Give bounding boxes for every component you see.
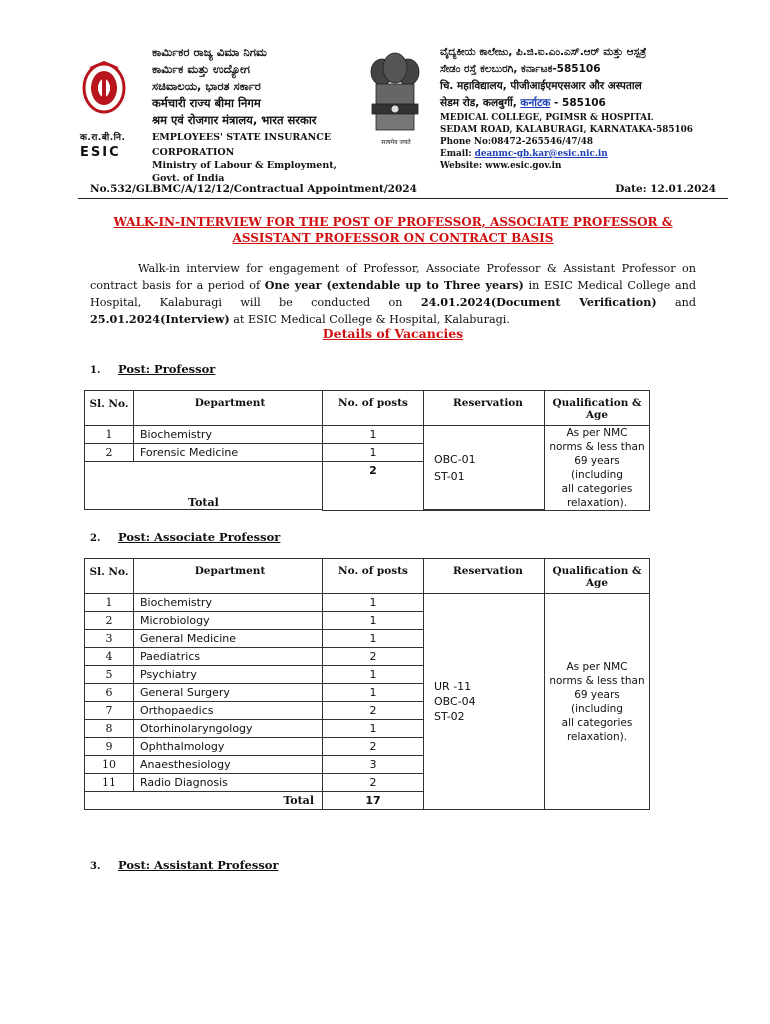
cell-sl: 10 [85,756,134,774]
post-name: Post: Assistant Professor [118,858,279,872]
address-line: SEDAM ROAD, KALABURAGI, KARNATAKA-585106 [440,125,693,135]
reservation-line: OBC-01 [434,452,476,466]
title-line: WALK-IN-INTERVIEW FOR THE POST OF PROFESSOR, ASSOCIATE PROFESSOR & [113,215,673,229]
qualification-line: As per NMC [566,427,628,439]
title-line: ASSISTANT PROFESSOR ON CONTRACT BASIS [232,231,554,245]
table-row [85,426,650,444]
table-header-row [85,559,650,594]
hindi-pin: - 585106 [550,97,606,109]
cell-posts: 2 [323,774,424,792]
cell-qualification [545,426,650,511]
hindi-line: श्रम एवं रोजगार मंत्रालय, भारत सरकार [152,113,317,127]
org-name-line: CORPORATION [152,147,235,158]
hindi-address-line [440,95,740,112]
total-label: Total [85,462,323,510]
cell-department: General Surgery [134,684,323,702]
col-header-reservation: Reservation [424,391,545,426]
cell-qualification [545,594,650,810]
col-header-posts: No. of posts [323,559,424,594]
cell-posts: 1 [323,426,424,444]
cell-posts: 1 [323,684,424,702]
intro-text: Walk-in interview for engagement of Professor, Associate Professor & Assistant Professor on contract basis for a period of [90,262,696,292]
reservation-line: ST-02 [434,710,465,723]
intro-text: in ESIC Medical College and Hospital, Kalaburagi will be conducted on [90,279,696,309]
kannada-line: ಸಚಿವಾಲಯ, ಭಾರತ ಸರ್ಕಾರ [152,79,261,93]
col-header-reservation: Reservation [424,559,545,594]
cell-department: General Medicine [134,630,323,648]
post-number: 2. [90,533,101,544]
esic-abbreviation [80,130,130,160]
post-name: Post: Professor [118,362,216,376]
cell-sl: 8 [85,720,134,738]
cell-posts: 1 [323,666,424,684]
cell-sl: 1 [85,426,134,444]
kannada-line: ಕಾರ್ಮಿಕರ ರಾಜ್ಯ ವಿಮಾ ನಿಗಮ [152,45,267,59]
cell-department: Forensic Medicine [134,444,323,462]
ministry-line: Ministry of Labour & Employment, [152,160,337,171]
cell-department: Orthopaedics [134,702,323,720]
total-posts: 2 [323,462,424,511]
esic-abbr-hindi: क.रा.बी.नि. [80,133,126,143]
cell-sl: 6 [85,684,134,702]
reservation-line: OBC-04 [434,695,476,708]
post-heading-associate-professor [90,530,280,544]
spacer-cell [85,510,323,511]
col-header-department: Department [134,559,323,594]
cell-department: Otorhinolaryngology [134,720,323,738]
post-number: 3. [90,861,101,872]
cell-posts: 3 [323,756,424,774]
college-name-line: MEDICAL COLLEGE, PGIMSR & HOSPITAL [440,113,654,123]
col-header-qualification: Qualification & Age [545,559,650,594]
cell-posts: 2 [323,738,424,756]
intro-bold: One year (extendable up to Three years) [264,278,524,292]
qualification-line: norms & less than [549,674,645,687]
kannada-line: ವೈದ್ಯಕೀಯ ಕಾಲೇಜು, ಪಿ.ಜಿ.ಐ.ಎಂ.ಎಸ್.ಆರ್ ಮತ್ತು ಆಸ್ಪತ್ರೆ [440,46,647,58]
email-label: Email: [440,149,475,159]
cell-sl: 11 [85,774,134,792]
qualification-line: As per NMC [566,660,628,673]
reservation-line: ST-01 [434,469,465,483]
qualification-line: all categories [561,483,633,495]
qualification-line: relaxation). [566,730,628,743]
cell-department: Ophthalmology [134,738,323,756]
emblem-motto: सत्यमेव जयते [381,139,411,146]
cell-reservation [424,426,545,510]
cell-sl: 2 [85,612,134,630]
cell-department: Biochemistry [134,594,323,612]
left-header [152,44,367,185]
post-heading-professor [90,362,215,376]
document-date: Date: 12.01.2024 [615,183,716,195]
cell-sl: 5 [85,666,134,684]
reference-line [90,183,716,195]
cell-department: Paediatrics [134,648,323,666]
cell-posts: 2 [323,702,424,720]
cell-posts: 1 [323,444,424,462]
notice-title [90,214,696,246]
org-name-line: EMPLOYEES' STATE INSURANCE [152,132,332,143]
cell-department: Microbiology [134,612,323,630]
cell-department: Psychiatry [134,666,323,684]
cell-reservation [424,594,545,810]
cell-department: Radio Diagnosis [134,774,323,792]
total-posts: 17 [323,792,424,810]
col-header-qualification: Qualification & Age [545,391,650,426]
reference-number: No.532/GLBMC/A/12/12/Contractual Appointment/2024 [90,183,417,195]
qualification-line: 69 years (including [571,688,623,715]
email-link[interactable]: deanmc-gb.kar@esic.nic.in [474,149,608,159]
hindi-line: चि. महाविद्यालय, पीजीआईएमएसआर और अस्पताल [440,80,642,92]
intro-bold: 24.01.2024(Document Verification) [420,295,657,309]
cell-sl: 4 [85,648,134,666]
national-emblem-icon [362,50,428,140]
cell-posts: 1 [323,594,424,612]
total-label: Total [85,792,323,810]
cell-sl: 3 [85,630,134,648]
ministry-line: Govt. of India [152,173,225,184]
esic-abbr: ESIC [80,145,121,160]
col-header-department: Department [134,391,323,426]
email-line [440,148,740,160]
qualification-line: 69 years (including [571,455,623,481]
qualification-line: relaxation). [566,497,628,509]
hindi-address-prefix: सेडम रोड, कलबुर्गी, [440,97,521,109]
col-header-sl: Sl. No. [85,391,134,426]
website-line: Website: www.esic.gov.in [440,161,562,171]
professor-vacancy-table [84,390,650,511]
reservation-line: UR -11 [434,680,472,693]
hindi-state-link[interactable]: कर्नाटक [520,97,551,109]
intro-text: at ESIC Medical College & Hospital, Kalaburagi. [229,313,510,326]
col-header-posts: No. of posts [323,391,424,426]
right-header [440,44,740,172]
cell-sl: 7 [85,702,134,720]
cell-department: Anaesthesiology [134,756,323,774]
cell-posts: 1 [323,720,424,738]
cell-posts: 2 [323,648,424,666]
intro-text: and [656,296,696,309]
phone-line: Phone No:08472-265546/47/48 [440,137,593,147]
post-heading-assistant-professor [90,858,279,872]
cell-sl: 2 [85,444,134,462]
table-row [85,594,650,612]
col-header-sl: Sl. No. [85,559,134,594]
cell-posts: 1 [323,630,424,648]
kannada-line: ಕಾರ್ಮಿಕ ಮತ್ತು ಉದ್ಯೋಗ [152,62,251,76]
hindi-line: कर्मचारी राज्य बीमा निगम [152,96,261,110]
associate-professor-vacancy-table [84,558,650,810]
post-number: 1. [90,365,101,376]
intro-bold: 25.01.2024(Interview) [90,312,230,326]
post-name: Post: Associate Professor [118,530,281,544]
cell-sl: 9 [85,738,134,756]
cell-posts: 1 [323,612,424,630]
cell-department: Biochemistry [134,426,323,444]
qualification-line: norms & less than [549,441,645,453]
cell-sl: 1 [85,594,134,612]
spacer-cell [424,510,545,511]
table-header-row [85,391,650,426]
kannada-line: ಸೇಡಂ ರಸ್ತೆ ಕಲಬುರಗಿ, ಕರ್ನಾಟಕ-585106 [440,63,601,75]
esic-logo-icon [80,60,128,130]
intro-paragraph [90,260,696,328]
qualification-line: all categories [561,716,633,729]
details-heading: Details of Vacancies [322,326,464,341]
header-divider [78,198,728,199]
